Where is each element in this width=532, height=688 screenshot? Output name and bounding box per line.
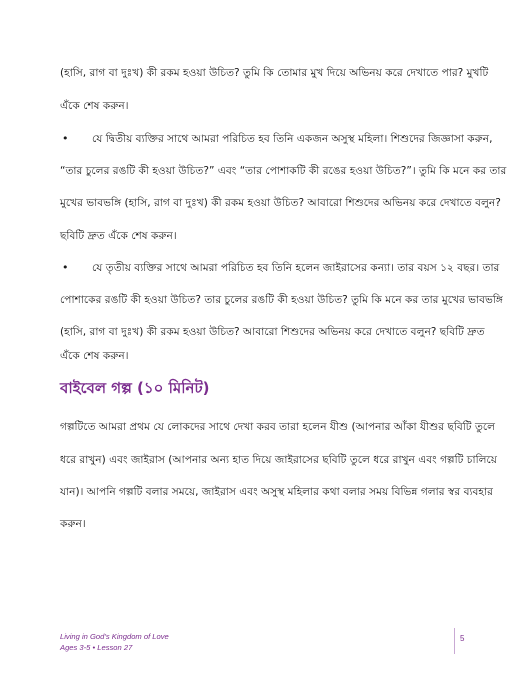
footer-lesson: Ages 3-5 • Lesson 27 [60, 643, 133, 652]
bullet-text-line: এঁকে শেষ করুন। [60, 350, 129, 362]
body-text-line: যান)। আপনি গল্পটি বলার সময়ে, জাইরাস এবং অসুস্থ মহিলার কথা বলার সময় বিভিন্ন গলার স্বর ব্যবহার [60, 486, 493, 498]
bullet-text-line: ছবিটি দ্রুত এঁকে শেষ করুন। [60, 230, 177, 242]
page-number: 5 [460, 634, 465, 643]
body-text-line: গল্পটিতে আমরা প্রথম যে লোকদের সাথে দেখা করব তারা হলেন যীশু (আপনার আঁকা যীশুর ছবিটি তুলে [60, 421, 496, 433]
bullet-text-line: (হাসি, রাগ বা দুঃখ) কী রকম হওয়া উচিত? আবারো শিশুদের অভিনয় করে দেখাতে বলুন? ছবিটি দ্রুত [60, 326, 485, 338]
body-text-line: ধরে রাখুন) এবং জাইরাস (আপনার অন্য হাত দিয়ে জাইরাসের ছবিটি তুলে ধরে রাখুন এবং গল্পটি চালিয়ে [60, 454, 497, 466]
bullet-text-line: “তার চুলের রঙটি কী হওয়া উচিত?” এবং “তার পোশাকটি কী রঙের হওয়া উচিত?”। তুমি কি মনে কর তার [60, 165, 507, 177]
body-text-line: (হাসি, রাগ বা দুঃখ) কী রকম হওয়া উচিত? তুমি কি তোমার মুখ দিয়ে অভিনয় করে দেখাতে পার? মুখটি [60, 67, 489, 79]
footer-title: Living in God’s Kingdom of Love [60, 632, 169, 641]
bullet-marker: • [62, 261, 69, 274]
bullet-text-line: যে তৃতীয় ব্যক্তির সাথে আমরা পরিচিত হব তিনি হলেন জাইরাসের কন্যা। তার বয়স ১২ বছর। তার [92, 262, 500, 274]
bullet-text-line: পোশাকের রঙটি কী হওয়া উচিত? তার চুলের রঙটি কী হওয়া উচিত? তুমি কি মনে কর তার মুখের ভাবভঙ্গি [60, 294, 503, 306]
body-text-line: করুন। [60, 518, 86, 530]
footer-divider [454, 628, 455, 654]
bullet-text-line: মুখের ভাবভঙ্গি (হাসি, রাগ বা দুঃখ) কী রকম হওয়া উচিত? আবারো শিশুদের অভিনয় করে দেখাতে বলুন? [60, 197, 501, 209]
bullet-text-line: যে দ্বিতীয় ব্যক্তির সাথে আমরা পরিচিত হব তিনি একজন অসুস্থ মহিলা। শিশুদের জিজ্ঞাসা করুন, [92, 133, 493, 145]
bullet-marker: • [62, 132, 69, 145]
section-heading: বাইবেল গল্প (১০ মিনিট) [60, 379, 210, 397]
body-text-line: এঁকে শেষ করুন। [60, 100, 129, 112]
